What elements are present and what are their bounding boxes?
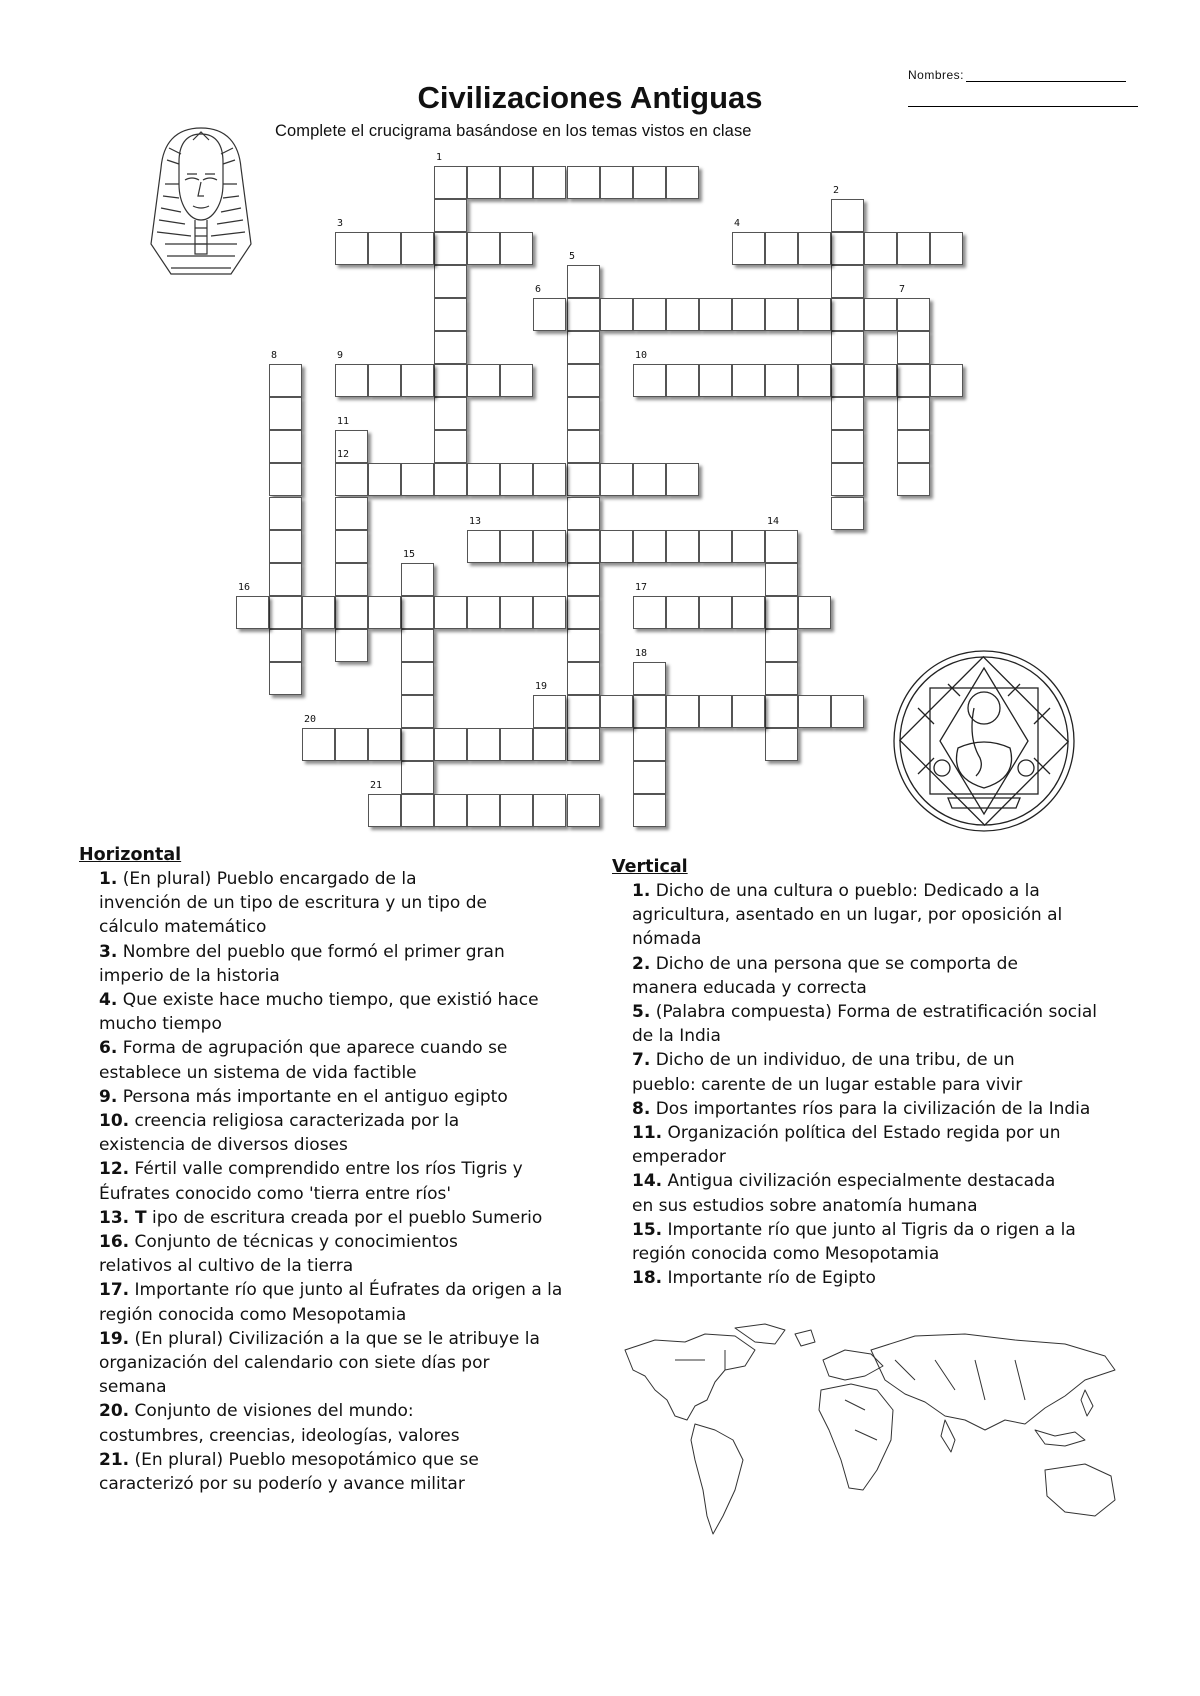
crossword-cell[interactable] xyxy=(666,695,699,728)
crossword-cell[interactable] xyxy=(467,364,500,397)
clue-number: 11. xyxy=(632,1123,663,1144)
crossword-cell[interactable] xyxy=(533,794,566,827)
crossword-cell[interactable] xyxy=(467,232,500,265)
crossword-cell[interactable] xyxy=(269,662,302,695)
horizontal-clue xyxy=(79,1448,619,1496)
clue-text-line: Persona más importante en el antiguo egipto xyxy=(122,1086,508,1107)
clue-number: 17. xyxy=(99,1280,130,1301)
crossword-cell[interactable] xyxy=(864,232,897,265)
crossword-cell[interactable] xyxy=(798,232,831,265)
crossword-cell[interactable] xyxy=(831,199,864,232)
crossword-cell[interactable] xyxy=(335,728,368,761)
crossword-cell[interactable] xyxy=(567,662,600,695)
crossword-cell[interactable] xyxy=(269,596,302,629)
clue-text-line: de la India xyxy=(632,1026,721,1047)
crossword-cell[interactable] xyxy=(567,265,600,298)
crossword-cell[interactable] xyxy=(567,463,600,496)
crossword-cell[interactable] xyxy=(368,728,401,761)
crossword-cell[interactable] xyxy=(467,463,500,496)
crossword-cell[interactable] xyxy=(401,596,434,629)
horizontal-clue xyxy=(79,1085,619,1109)
clue-number: 15. xyxy=(632,1219,663,1240)
crossword-cell[interactable] xyxy=(434,364,467,397)
crossword-cell[interactable] xyxy=(335,563,368,596)
crossword-cell[interactable] xyxy=(467,530,500,563)
crossword-cell[interactable] xyxy=(600,530,633,563)
clue-number-11: 11 xyxy=(337,416,350,427)
crossword-cell[interactable] xyxy=(434,232,467,265)
clue-text-line: Forma de agrupación que aparece cuando se xyxy=(122,1038,508,1059)
crossword-cell[interactable] xyxy=(269,530,302,563)
clue-text-line: Antigua civilización especialmente destacada xyxy=(667,1171,1056,1192)
clue-number: 18. xyxy=(632,1268,663,1289)
crossword-cell[interactable] xyxy=(401,728,434,761)
crossword-cell[interactable] xyxy=(401,463,434,496)
crossword-cell[interactable] xyxy=(666,463,699,496)
clue-number-17: 17 xyxy=(635,582,648,593)
clue-text-line: Conjunto de visiones del mundo: xyxy=(134,1401,414,1422)
crossword-cell[interactable] xyxy=(500,596,533,629)
crossword-cell[interactable] xyxy=(401,364,434,397)
crossword-cell[interactable] xyxy=(401,662,434,695)
crossword-cell[interactable] xyxy=(533,166,566,199)
vertical-clues xyxy=(612,855,1172,1290)
clue-text-line: invención de un tipo de escritura y un tipo de xyxy=(99,893,487,914)
clue-number: 2. xyxy=(632,953,651,974)
crossword-cell[interactable] xyxy=(368,364,401,397)
crossword-cell[interactable] xyxy=(302,728,335,761)
clue-number-14: 14 xyxy=(767,516,780,527)
horizontal-clue xyxy=(79,1206,619,1230)
clue-text-line: imperio de la historia xyxy=(99,965,280,986)
clue-text-line: emperador xyxy=(632,1147,726,1168)
clue-text-line: Dicho de un individuo, de una tribu, de un xyxy=(655,1050,1015,1071)
clue-text-line: en sus estudios sobre anatomía humana xyxy=(632,1195,978,1216)
names-line[interactable] xyxy=(966,81,1126,82)
crossword-cell[interactable] xyxy=(633,463,666,496)
crossword-cell[interactable] xyxy=(831,265,864,298)
crossword-cell[interactable] xyxy=(434,166,467,199)
crossword-cell[interactable] xyxy=(897,463,930,496)
clue-text-line: región conocida como Mesopotamia xyxy=(632,1244,940,1265)
crossword-cell[interactable] xyxy=(864,298,897,331)
horizontal-clue xyxy=(79,867,619,940)
clue-number-2: 2 xyxy=(833,185,840,196)
clue-text-line: Fértil valle comprendido entre los ríos Tigris y xyxy=(134,1159,523,1180)
crossword-cell[interactable] xyxy=(567,794,600,827)
crossword-cell[interactable] xyxy=(600,695,633,728)
clue-number: 12. xyxy=(99,1159,130,1180)
crossword-cell[interactable] xyxy=(831,298,864,331)
clue-text-line: Importante río que junto al Éufrates da origen a la xyxy=(134,1280,563,1301)
crossword-cell[interactable] xyxy=(434,463,467,496)
clue-number: 8. xyxy=(632,1098,651,1119)
clue-number-19: 19 xyxy=(535,681,548,692)
clue-number-3: 3 xyxy=(337,218,344,229)
clue-text-line: Éufrates conocido como 'tierra entre ríos' xyxy=(99,1183,452,1204)
crossword-cell[interactable] xyxy=(897,397,930,430)
vertical-clue xyxy=(612,1169,1172,1217)
crossword-cell[interactable] xyxy=(765,629,798,662)
clue-number-20: 20 xyxy=(304,714,317,725)
vertical-clue xyxy=(612,1218,1172,1266)
crossword-cell[interactable] xyxy=(732,364,765,397)
crossword-cell[interactable] xyxy=(765,232,798,265)
crossword-cell[interactable] xyxy=(567,298,600,331)
clue-number-21: 21 xyxy=(370,780,383,791)
crossword-cell[interactable] xyxy=(831,463,864,496)
clue-number: 3. xyxy=(99,941,118,962)
crossword-cell[interactable] xyxy=(434,265,467,298)
crossword-cell[interactable] xyxy=(500,794,533,827)
crossword-cell[interactable] xyxy=(633,728,666,761)
crossword-cell[interactable] xyxy=(798,596,831,629)
clue-text-line: (En plural) Civilización a la que se le atribuye la xyxy=(134,1328,540,1349)
crossword-cell[interactable] xyxy=(897,232,930,265)
clue-text-line: organización del calendario con siete días por xyxy=(99,1353,490,1374)
clue-number: 20. xyxy=(99,1401,130,1422)
crossword-cell[interactable] xyxy=(765,728,798,761)
crossword-cell[interactable] xyxy=(434,794,467,827)
crossword-cell[interactable] xyxy=(500,364,533,397)
crossword-cell[interactable] xyxy=(633,298,666,331)
crossword-cell[interactable] xyxy=(434,199,467,232)
crossword-cell[interactable] xyxy=(567,530,600,563)
crossword-cell[interactable] xyxy=(533,530,566,563)
crossword-cell[interactable] xyxy=(633,596,666,629)
crossword-cell[interactable] xyxy=(335,629,368,662)
crossword-cell[interactable] xyxy=(335,596,368,629)
names-line-2[interactable] xyxy=(908,106,1138,107)
clue-text-line: (En plural) Pueblo encargado de la xyxy=(122,869,417,889)
crossword-cell[interactable] xyxy=(434,728,467,761)
crossword-cell[interactable] xyxy=(467,166,500,199)
crossword-cell[interactable] xyxy=(335,497,368,530)
crossword-cell[interactable] xyxy=(831,497,864,530)
clue-text-line: pueblo: carente de un lugar estable para vivir xyxy=(632,1074,1023,1095)
crossword-cell[interactable] xyxy=(269,563,302,596)
crossword-cell[interactable] xyxy=(897,364,930,397)
clue-number: 13. T xyxy=(99,1207,147,1228)
crossword-cell[interactable] xyxy=(500,530,533,563)
crossword-cell[interactable] xyxy=(368,463,401,496)
crossword-cell[interactable] xyxy=(434,298,467,331)
crossword-cell[interactable] xyxy=(401,563,434,596)
crossword-cell[interactable] xyxy=(798,695,831,728)
crossword-cell[interactable] xyxy=(831,232,864,265)
crossword-cell[interactable] xyxy=(897,430,930,463)
clue-number-15: 15 xyxy=(403,549,416,560)
clue-text-line: costumbres, creencias, ideologías, valores xyxy=(99,1425,460,1446)
clue-text-line: Dicho de una persona que se comporta de xyxy=(655,953,1018,974)
clue-number: 9. xyxy=(99,1086,118,1107)
page-subtitle: Complete el crucigrama basándose en los temas vistos en clase xyxy=(275,122,752,140)
vertical-clue xyxy=(612,1266,1172,1290)
clue-number-18: 18 xyxy=(635,648,648,659)
crossword-cell[interactable] xyxy=(633,761,666,794)
crossword-cell[interactable] xyxy=(533,463,566,496)
crossword-cell[interactable] xyxy=(567,596,600,629)
crossword-cell[interactable] xyxy=(269,497,302,530)
clue-number-4: 4 xyxy=(734,218,741,229)
names-field[interactable] xyxy=(908,68,1126,82)
crossword-cell[interactable] xyxy=(699,695,732,728)
clue-text-line: Nombre del pueblo que formó el primer gran xyxy=(122,941,505,962)
clue-text-line: Importante río que junto al Tigris da o rigen a la xyxy=(667,1219,1076,1240)
clue-number-6: 6 xyxy=(535,284,542,295)
clue-text-line: Que existe hace mucho tiempo, que existió hace xyxy=(122,990,539,1011)
clue-number: 16. xyxy=(99,1232,130,1253)
crossword-cell[interactable] xyxy=(236,596,269,629)
crossword-cell[interactable] xyxy=(567,497,600,530)
clue-number-16: 16 xyxy=(238,582,251,593)
vertical-clue xyxy=(612,879,1172,952)
crossword-cell[interactable] xyxy=(500,232,533,265)
clue-number-7: 7 xyxy=(899,284,906,295)
vertical-clue xyxy=(612,1097,1172,1121)
crossword-cell[interactable] xyxy=(831,397,864,430)
vertical-clue xyxy=(612,952,1172,1000)
crossword-cell[interactable] xyxy=(633,662,666,695)
crossword-cell[interactable] xyxy=(699,596,732,629)
crossword-cell[interactable] xyxy=(434,430,467,463)
names-label: Nombres: xyxy=(908,68,965,82)
crossword-cell[interactable] xyxy=(798,298,831,331)
world-map-illustration xyxy=(615,1320,1140,1570)
clue-number: 14. xyxy=(632,1171,663,1192)
crossword-cell[interactable] xyxy=(600,166,633,199)
crossword-cell[interactable] xyxy=(533,728,566,761)
clue-text-line: Conjunto de técnicas y conocimientos xyxy=(134,1232,458,1253)
crossword-cell[interactable] xyxy=(600,298,633,331)
clue-number: 10. xyxy=(99,1111,130,1132)
clue-text-line: relativos al cultivo de la tierra xyxy=(99,1256,354,1277)
crossword-cell[interactable] xyxy=(269,397,302,430)
clue-text-line: ipo de escritura creada por el pueblo Sumerio xyxy=(152,1207,543,1228)
crossword-cell[interactable] xyxy=(666,596,699,629)
crossword-cell[interactable] xyxy=(765,662,798,695)
crossword-cell[interactable] xyxy=(600,463,633,496)
crossword-cell[interactable] xyxy=(567,166,600,199)
clue-number-13: 13 xyxy=(469,516,482,527)
crossword-cell[interactable] xyxy=(401,761,434,794)
crossword-cell[interactable] xyxy=(269,463,302,496)
horizontal-clue xyxy=(79,1157,619,1205)
crossword-cell[interactable] xyxy=(335,364,368,397)
crossword-cell[interactable] xyxy=(831,695,864,728)
crossword-cell[interactable] xyxy=(765,298,798,331)
crossword-cell[interactable] xyxy=(467,728,500,761)
vertical-heading: Vertical xyxy=(612,857,688,877)
crossword-cell[interactable] xyxy=(732,232,765,265)
crossword-cell[interactable] xyxy=(269,430,302,463)
crossword-cell[interactable] xyxy=(434,331,467,364)
crossword-cell[interactable] xyxy=(699,530,732,563)
crossword-cell[interactable] xyxy=(831,430,864,463)
vertical-clue xyxy=(612,1000,1172,1048)
clue-text-line: (En plural) Pueblo mesopotámico que se xyxy=(134,1449,479,1470)
page-title: Civilizaciones Antiguas xyxy=(417,80,763,115)
crossword-cell[interactable] xyxy=(864,364,897,397)
crossword-cell[interactable] xyxy=(567,728,600,761)
clue-text-line: Dos importantes ríos para la civilización de la India xyxy=(655,1098,1091,1119)
clue-text-line: semana xyxy=(99,1377,167,1398)
crossword-cell[interactable] xyxy=(897,298,930,331)
crossword-cell[interactable] xyxy=(930,364,963,397)
crossword-cell[interactable] xyxy=(467,596,500,629)
clue-text-line: caracterizó por su poderío y avance militar xyxy=(99,1474,465,1495)
crossword-cell[interactable] xyxy=(765,530,798,563)
crossword-cell[interactable] xyxy=(633,364,666,397)
clue-text-line: agricultura, asentado en un lugar, por oposición al xyxy=(632,905,1063,926)
crossword-cell[interactable] xyxy=(666,166,699,199)
horizontal-clue xyxy=(79,940,619,988)
crossword-cell[interactable] xyxy=(368,794,401,827)
clue-text-line: creencia religiosa caracterizada por la xyxy=(134,1111,460,1132)
clue-number: 1. xyxy=(99,869,118,889)
crossword-cell[interactable] xyxy=(633,530,666,563)
clue-number: 19. xyxy=(99,1328,130,1349)
horizontal-clue xyxy=(79,1109,619,1157)
clue-number-10: 10 xyxy=(635,350,648,361)
crossword-cell[interactable] xyxy=(302,596,335,629)
crossword-cell[interactable] xyxy=(533,298,566,331)
crossword-cell[interactable] xyxy=(765,364,798,397)
clue-text-line: cálculo matemático xyxy=(99,917,267,938)
horizontal-clues xyxy=(79,843,619,1496)
crossword-cell[interactable] xyxy=(434,397,467,430)
crossword-cell[interactable] xyxy=(633,794,666,827)
crossword-cell[interactable] xyxy=(666,364,699,397)
horizontal-clue xyxy=(79,1327,619,1400)
clue-number-12: 12 xyxy=(337,449,350,460)
crossword-cell[interactable] xyxy=(831,331,864,364)
crossword-cell[interactable] xyxy=(269,364,302,397)
clue-number-9: 9 xyxy=(337,350,344,361)
clue-number-8: 8 xyxy=(271,350,278,361)
crossword-cell[interactable] xyxy=(732,695,765,728)
crossword-cell[interactable] xyxy=(732,530,765,563)
crossword-cell[interactable] xyxy=(732,596,765,629)
horizontal-clue xyxy=(79,988,619,1036)
vertical-clue xyxy=(612,1048,1172,1096)
horizontal-heading: Horizontal xyxy=(79,845,182,865)
crossword-cell[interactable] xyxy=(567,364,600,397)
pharaoh-mask-illustration xyxy=(145,124,257,284)
crossword-cell[interactable] xyxy=(666,298,699,331)
crossword-cell[interactable] xyxy=(567,397,600,430)
crossword-cell[interactable] xyxy=(567,629,600,662)
crossword-cell[interactable] xyxy=(335,232,368,265)
crossword-cell[interactable] xyxy=(765,695,798,728)
crossword-cell[interactable] xyxy=(335,463,368,496)
ganesha-mandala-illustration xyxy=(888,648,1080,834)
clue-number: 1. xyxy=(632,881,651,901)
crossword-cell[interactable] xyxy=(567,563,600,596)
crossword-cell[interactable] xyxy=(798,364,831,397)
horizontal-clue xyxy=(79,1036,619,1084)
clue-text-line: existencia de diversos dioses xyxy=(99,1135,348,1156)
crossword-cell[interactable] xyxy=(567,331,600,364)
clue-text-line: manera educada y correcta xyxy=(632,977,867,998)
crossword-cell[interactable] xyxy=(368,232,401,265)
crossword-cell[interactable] xyxy=(666,530,699,563)
clue-number: 21. xyxy=(99,1449,130,1470)
crossword-cell[interactable] xyxy=(500,166,533,199)
clue-text-line: nómada xyxy=(632,929,702,950)
vertical-clue xyxy=(612,1121,1172,1169)
clue-number-5: 5 xyxy=(569,251,576,262)
crossword-cell[interactable] xyxy=(500,728,533,761)
crossword-cell[interactable] xyxy=(401,794,434,827)
crossword-cell[interactable] xyxy=(633,695,666,728)
crossword-cell[interactable] xyxy=(533,596,566,629)
crossword-cell[interactable] xyxy=(335,530,368,563)
crossword-cell[interactable] xyxy=(500,463,533,496)
crossword-cell[interactable] xyxy=(567,695,600,728)
clue-text-line: región conocida como Mesopotamia xyxy=(99,1304,407,1325)
crossword-cell[interactable] xyxy=(467,794,500,827)
crossword-cell[interactable] xyxy=(765,596,798,629)
horizontal-clue xyxy=(79,1230,619,1278)
clue-number: 6. xyxy=(99,1038,118,1059)
crossword-cell[interactable] xyxy=(567,430,600,463)
crossword-cell[interactable] xyxy=(368,596,401,629)
crossword-cell[interactable] xyxy=(434,596,467,629)
clue-text-line: (Palabra compuesta) Forma de estratificación social xyxy=(655,1002,1097,1023)
clue-number: 4. xyxy=(99,990,118,1011)
clue-text-line: establece un sistema de vida factible xyxy=(99,1062,417,1083)
clue-text-line: Organización política del Estado regida por un xyxy=(667,1123,1061,1144)
crossword-cell[interactable] xyxy=(897,331,930,364)
crossword-cell[interactable] xyxy=(533,695,566,728)
crossword-cell[interactable] xyxy=(401,232,434,265)
crossword-cell[interactable] xyxy=(401,629,434,662)
crossword-cell[interactable] xyxy=(401,695,434,728)
crossword-cell[interactable] xyxy=(930,232,963,265)
crossword-cell[interactable] xyxy=(633,166,666,199)
crossword-cell[interactable] xyxy=(269,629,302,662)
clue-text-line: Importante río de Egipto xyxy=(667,1268,876,1289)
crossword-cell[interactable] xyxy=(699,298,732,331)
crossword-cell[interactable] xyxy=(765,563,798,596)
horizontal-clue xyxy=(79,1278,619,1326)
clue-text-line: Dicho de una cultura o pueblo: Dedicado a la xyxy=(655,881,1040,901)
clue-number: 7. xyxy=(632,1050,651,1071)
clue-text-line: mucho tiempo xyxy=(99,1014,222,1035)
crossword-cell[interactable] xyxy=(699,364,732,397)
clue-number-1: 1 xyxy=(436,152,443,163)
horizontal-clue xyxy=(79,1399,619,1447)
crossword-cell[interactable] xyxy=(732,298,765,331)
clue-number: 5. xyxy=(632,1002,651,1023)
crossword-cell[interactable] xyxy=(831,364,864,397)
